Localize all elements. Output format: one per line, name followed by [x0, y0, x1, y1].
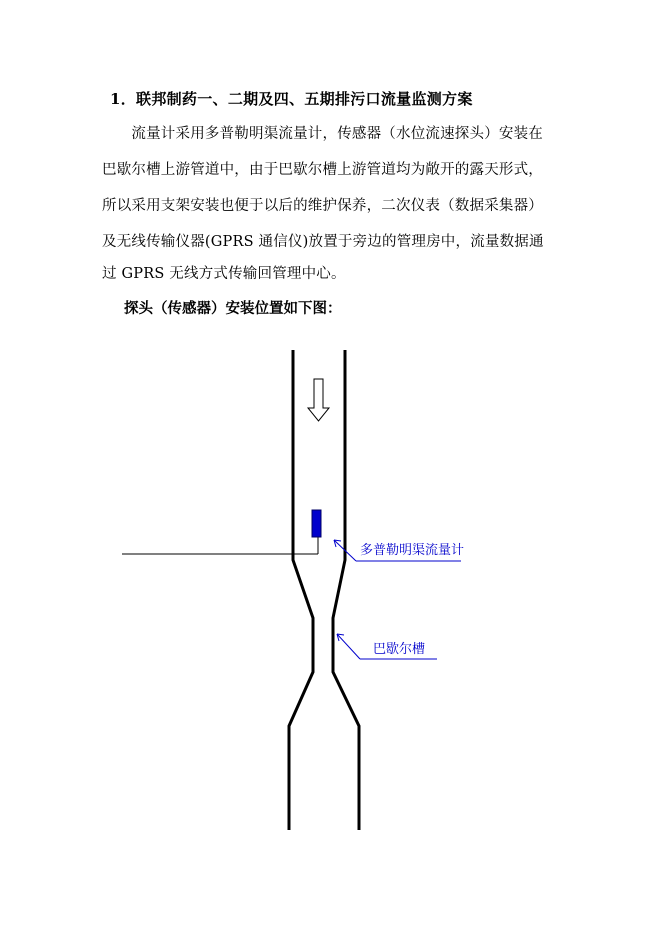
flowmeter-callout — [334, 540, 464, 561]
flume-label: 巴歇尔槽 — [373, 642, 426, 657]
sensor-probe — [312, 510, 321, 537]
paragraph-line-3: 所以采用支架安装也便于以后的维护保养，二次仪表（数据采集器） — [102, 198, 543, 214]
diagram-caption: 探头（传感器）安装位置如下图： — [124, 300, 342, 317]
flowmeter-label: 多普勒明渠流量计 — [360, 543, 465, 558]
flow-direction-arrow-icon — [308, 379, 329, 421]
paragraph-line-4: 及无线传输仪器(GPRS 通信仪)放置于旁边的管理房中，流量数据通 — [102, 234, 544, 250]
section-heading: 1．联邦制药一、二期及四、五期排污口流量监测方案 — [110, 90, 473, 108]
paragraph-line-1: 流量计采用多普勒明渠流量计，传感器（水位流速探头）安装在 — [102, 126, 543, 142]
channel-right-wall — [333, 350, 359, 830]
paragraph-line-2: 巴歇尔槽上游管道中，由于巴歇尔槽上游管道均为敞开的露天形式， — [102, 162, 543, 178]
paragraph-line-5: 过 GPRS 无线方式传输回管理中心。 — [102, 266, 346, 282]
flume-callout — [337, 634, 437, 659]
channel-left-wall — [289, 350, 313, 830]
